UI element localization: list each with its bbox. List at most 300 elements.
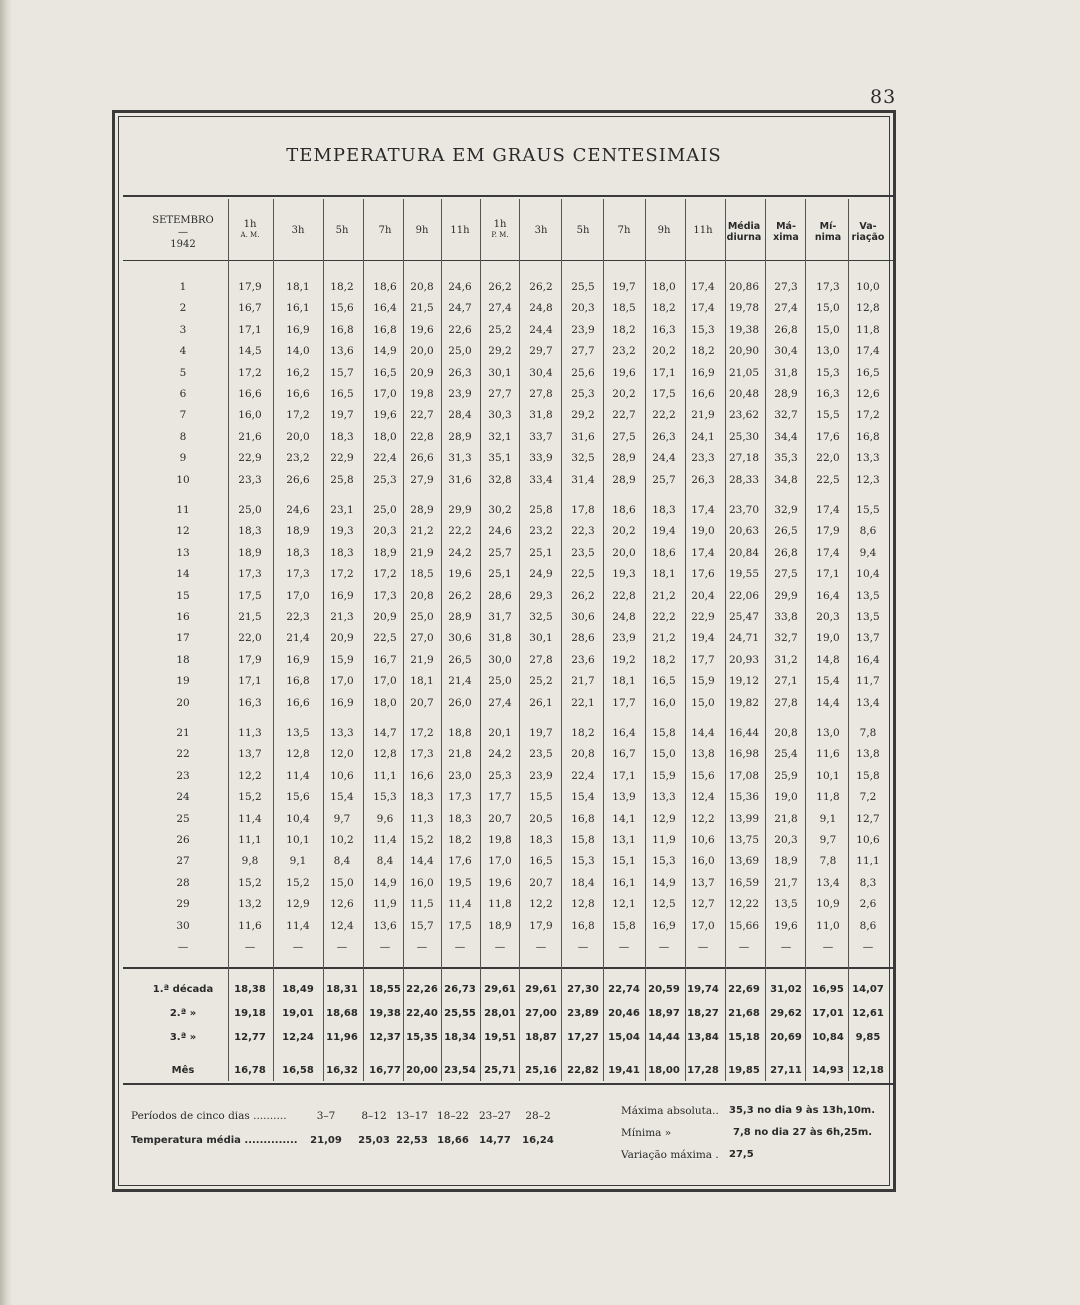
header-variacao-line: Va- bbox=[859, 221, 877, 232]
header-month: SETEMBRO bbox=[152, 215, 214, 226]
temperature-cell: 11,4 bbox=[238, 812, 262, 825]
temperature-cell: 28,33 bbox=[728, 473, 760, 486]
temperature-cell: 21,9 bbox=[691, 409, 715, 422]
temperature-cell: 31,6 bbox=[448, 473, 472, 486]
temperature-cell: 25,8 bbox=[529, 504, 553, 516]
temperature-cell: 19,4 bbox=[652, 525, 676, 538]
temperature-cell: 18,2 bbox=[612, 323, 636, 336]
decade-value: 18,49 bbox=[282, 984, 314, 995]
temperature-cell: 16,9 bbox=[652, 919, 676, 932]
temperature-cell: 18,1 bbox=[410, 675, 434, 688]
temperature-cell: — bbox=[697, 941, 709, 953]
temperature-cell: 20,63 bbox=[728, 525, 760, 538]
temperature-cell: 16,7 bbox=[373, 653, 397, 666]
day-number: 8 bbox=[179, 430, 187, 443]
temperature-cell: 28,9 bbox=[612, 473, 636, 486]
temperature-cell: 20,2 bbox=[612, 388, 636, 400]
temperature-cell: 25,7 bbox=[652, 473, 676, 486]
temperature-cell: 10,4 bbox=[856, 568, 880, 581]
temperature-cell: 27,3 bbox=[774, 281, 798, 293]
temperature-cell: 19,6 bbox=[410, 323, 434, 336]
temperature-cell: 25,4 bbox=[774, 748, 798, 761]
temperature-cell: 22,2 bbox=[652, 409, 676, 422]
temperature-cell: 17,7 bbox=[612, 696, 636, 709]
temperature-cell: 30,4 bbox=[529, 366, 553, 379]
header-variacao-line: riação bbox=[851, 232, 885, 243]
temperature-cell: 25,3 bbox=[488, 769, 512, 782]
temperature-cell: — bbox=[535, 941, 547, 953]
temperature-cell: 10,6 bbox=[330, 769, 354, 782]
temperature-cell: 16,3 bbox=[816, 388, 840, 400]
decade-value: 25,55 bbox=[444, 1008, 476, 1019]
period-temperature: 25,03 bbox=[358, 1135, 390, 1146]
temperature-cell: 19,0 bbox=[816, 632, 840, 645]
temperature-cell: 17,1 bbox=[652, 366, 676, 379]
temperature-cell: 17,7 bbox=[488, 791, 512, 804]
temperature-cell: 18,0 bbox=[373, 696, 397, 709]
temperature-cell: 12,7 bbox=[691, 898, 715, 911]
temperature-cell: 20,84 bbox=[728, 546, 760, 559]
table-title: TEMPERATURA EM GRAUS CENTESIMAIS bbox=[286, 145, 722, 166]
temperature-cell: 16,4 bbox=[373, 302, 397, 315]
temperature-cell: 17,4 bbox=[691, 281, 715, 293]
temperature-cell: 22,4 bbox=[571, 769, 595, 782]
temperature-cell: 17,5 bbox=[238, 589, 262, 602]
temperature-cell: 15,8 bbox=[612, 919, 636, 932]
temperature-cell: 12,9 bbox=[286, 898, 310, 911]
temperature-cell: 13,9 bbox=[612, 791, 636, 804]
temperature-cell: 16,8 bbox=[571, 919, 595, 932]
temperature-cell: 29,2 bbox=[488, 345, 512, 358]
temperature-cell: 25,0 bbox=[238, 504, 262, 516]
temperature-cell: 21,5 bbox=[238, 611, 262, 623]
header-maxima-line: xima bbox=[773, 232, 799, 243]
temperature-cell: 21,4 bbox=[286, 632, 310, 645]
temperature-cell: 21,2 bbox=[652, 632, 676, 645]
temperature-cell: 20,9 bbox=[410, 366, 434, 379]
temperature-cell: 22,5 bbox=[373, 632, 397, 645]
temperature-cell: 18,0 bbox=[373, 430, 397, 443]
temperature-cell: 26,0 bbox=[448, 696, 472, 709]
temperature-cell: 11,9 bbox=[652, 834, 676, 846]
temperature-cell: 8,4 bbox=[376, 855, 394, 868]
temperature-cell: 17,0 bbox=[691, 919, 715, 932]
temperature-cell: 17,2 bbox=[286, 409, 310, 422]
decade-value: 15,35 bbox=[406, 1032, 438, 1043]
temperature-cell: 20,48 bbox=[728, 388, 760, 400]
temperature-cell: 11,0 bbox=[816, 919, 840, 932]
header-hour bbox=[402, 225, 442, 236]
temperature-cell: 23,1 bbox=[330, 504, 354, 516]
temperature-cell: 15,5 bbox=[529, 791, 553, 804]
temperature-cell: 20,7 bbox=[488, 812, 512, 825]
month-value: 27,11 bbox=[770, 1065, 802, 1076]
temperature-cell: 14,0 bbox=[286, 345, 310, 358]
temperature-cell: 23,3 bbox=[238, 473, 262, 486]
temperature-cell: 15,7 bbox=[330, 366, 354, 379]
temperature-cell: 18,1 bbox=[652, 568, 676, 581]
decade-value: 23,89 bbox=[567, 1008, 599, 1019]
temperature-cell: — bbox=[336, 941, 348, 953]
decade-value: 12,37 bbox=[369, 1032, 401, 1043]
temperature-cell: 19,12 bbox=[728, 675, 760, 688]
variation-max-label: Variação máxima . bbox=[621, 1149, 719, 1161]
decade-value: 20,69 bbox=[770, 1032, 802, 1043]
temperature-cell: 18,3 bbox=[410, 791, 434, 804]
temperature-cell: 16,9 bbox=[691, 366, 715, 379]
temperature-cell: 20,0 bbox=[612, 546, 636, 559]
day-number: 28 bbox=[176, 876, 190, 889]
month-value: 16,32 bbox=[326, 1065, 358, 1076]
temperature-cell: 20,8 bbox=[571, 748, 595, 761]
temperature-cell: 25,3 bbox=[373, 473, 397, 486]
day-number: 3 bbox=[179, 323, 187, 336]
temperature-cell: 12,9 bbox=[652, 812, 676, 825]
temperature-cell: 18,2 bbox=[330, 281, 354, 293]
temperature-cell: 20,8 bbox=[410, 589, 434, 602]
period-range: 23–27 bbox=[479, 1110, 511, 1122]
decade-value: 20,59 bbox=[648, 984, 680, 995]
temperature-cell: 25,1 bbox=[529, 546, 553, 559]
temperature-cell: 19,6 bbox=[774, 919, 798, 932]
temperature-cell: 15,0 bbox=[816, 302, 840, 315]
temperature-cell: 16,98 bbox=[728, 748, 760, 761]
temperature-cell: 27,8 bbox=[529, 653, 553, 666]
temperature-cell: 20,7 bbox=[410, 696, 434, 709]
temperature-cell: 8,6 bbox=[859, 919, 877, 932]
temperature-cell: 19,3 bbox=[612, 568, 636, 581]
temperature-cell: 17,2 bbox=[238, 366, 262, 379]
header-minima-line: Mí- bbox=[819, 221, 837, 232]
temperature-cell: 17,9 bbox=[238, 653, 262, 666]
temperature-cell: 11,3 bbox=[410, 812, 434, 825]
temperature-cell: 16,7 bbox=[238, 302, 262, 315]
temperature-cell: 25,8 bbox=[330, 473, 354, 486]
temperature-cell: 14,7 bbox=[373, 727, 397, 739]
temperature-cell: 30,6 bbox=[448, 632, 472, 645]
temperature-cell: 12,1 bbox=[612, 898, 636, 911]
period-temperature: 22,53 bbox=[396, 1135, 428, 1146]
temperature-cell: 23,9 bbox=[612, 632, 636, 645]
temperature-cell: 12,4 bbox=[330, 919, 354, 932]
temperature-cell: 19,82 bbox=[728, 696, 760, 709]
temperature-cell: 24,4 bbox=[652, 452, 676, 465]
temperature-cell: 15,6 bbox=[691, 769, 715, 782]
temperature-cell: 16,5 bbox=[330, 388, 354, 400]
temperature-cell: 14,9 bbox=[373, 876, 397, 889]
temperature-cell: 30,4 bbox=[774, 345, 798, 358]
temperature-cell: 18,3 bbox=[529, 834, 553, 846]
temperature-cell: 16,8 bbox=[286, 675, 310, 688]
temperature-cell: 16,44 bbox=[728, 727, 760, 739]
temperature-cell: 19,7 bbox=[529, 727, 553, 739]
temperature-cell: 27,8 bbox=[529, 388, 553, 400]
day-number: 14 bbox=[176, 568, 190, 581]
temperature-cell: 17,3 bbox=[373, 589, 397, 602]
temperature-cell: 16,4 bbox=[856, 653, 880, 666]
temperature-cell: 19,7 bbox=[612, 281, 636, 293]
temperature-cell: 16,1 bbox=[612, 876, 636, 889]
temperature-cell: 30,2 bbox=[488, 504, 512, 516]
table-frame-inner bbox=[118, 116, 890, 1186]
temperature-cell: 18,6 bbox=[373, 281, 397, 293]
day-number: 4 bbox=[179, 345, 187, 358]
decade-value: 12,77 bbox=[234, 1032, 266, 1043]
day-number: — bbox=[177, 941, 189, 953]
temperature-cell: 26,3 bbox=[448, 366, 472, 379]
temperature-cell: 8,4 bbox=[333, 855, 351, 868]
header-hour-label: 9h bbox=[657, 225, 671, 236]
month-value: 20,00 bbox=[406, 1065, 438, 1076]
temperature-cell: 17,0 bbox=[373, 388, 397, 400]
header-hour-label: 5h bbox=[335, 225, 349, 236]
temperature-cell: 23,0 bbox=[448, 769, 472, 782]
temperature-cell: 30,0 bbox=[488, 653, 512, 666]
temperature-cell: 20,2 bbox=[652, 345, 676, 358]
temperature-cell: 31,6 bbox=[571, 430, 595, 443]
temperature-cell: 10,9 bbox=[816, 898, 840, 911]
temperature-cell: 17,4 bbox=[816, 504, 840, 516]
temperature-cell: 11,8 bbox=[856, 323, 880, 336]
temperature-cell: 20,9 bbox=[330, 632, 354, 645]
temperature-cell: 23,2 bbox=[529, 525, 553, 538]
period-range: 18–22 bbox=[437, 1110, 469, 1122]
temperature-cell: 9,4 bbox=[859, 546, 877, 559]
temperature-cell: 23,5 bbox=[529, 748, 553, 761]
temperature-cell: 7,2 bbox=[859, 791, 877, 804]
temperature-cell: 11,9 bbox=[373, 898, 397, 911]
temperature-cell: 22,3 bbox=[286, 611, 310, 623]
column-rule bbox=[363, 199, 364, 1081]
decade-value: 12,24 bbox=[282, 1032, 314, 1043]
temperature-cell: 27,1 bbox=[774, 675, 798, 688]
temperature-cell: 25,0 bbox=[373, 504, 397, 516]
temperature-cell: 21,4 bbox=[448, 675, 472, 688]
temperature-cell: 12,2 bbox=[238, 769, 262, 782]
temperature-cell: 17,3 bbox=[816, 281, 840, 293]
temperature-cell: — bbox=[658, 941, 670, 953]
temperature-cell: 15,0 bbox=[330, 876, 354, 889]
temperature-cell: 11,4 bbox=[448, 898, 472, 911]
column-rule bbox=[228, 199, 229, 1081]
temperature-cell: 11,6 bbox=[238, 919, 262, 932]
temperature-cell: 20,8 bbox=[774, 727, 798, 739]
day-number: 16 bbox=[176, 611, 190, 623]
temperature-cell: 28,6 bbox=[488, 589, 512, 602]
temperature-cell: 12,8 bbox=[856, 302, 880, 315]
temperature-cell: 27,18 bbox=[728, 452, 760, 465]
temperature-cell: 32,7 bbox=[774, 409, 798, 422]
day-number: 9 bbox=[179, 452, 187, 465]
temperature-cell: 13,6 bbox=[330, 345, 354, 358]
day-number: 18 bbox=[176, 653, 190, 666]
day-number: 19 bbox=[176, 675, 190, 688]
temperature-cell: 19,5 bbox=[448, 876, 472, 889]
temperature-cell: 19,78 bbox=[728, 302, 760, 315]
temperature-cell: 31,8 bbox=[529, 409, 553, 422]
day-number: 17 bbox=[176, 632, 190, 645]
temperature-cell: 24,2 bbox=[448, 546, 472, 559]
temperature-cell: 20,3 bbox=[774, 834, 798, 846]
temperature-cell: 21,9 bbox=[410, 546, 434, 559]
temperature-cell: 17,2 bbox=[856, 409, 880, 422]
temperature-cell: 35,1 bbox=[488, 452, 512, 465]
temperature-cell: 17,9 bbox=[529, 919, 553, 932]
temperature-cell: 24,8 bbox=[612, 611, 636, 623]
header-hour bbox=[278, 225, 318, 236]
temperature-cell: — bbox=[244, 941, 256, 953]
temperature-cell: 30,1 bbox=[488, 366, 512, 379]
header-maxima-line: Má- bbox=[776, 221, 796, 232]
temperature-cell: 11,4 bbox=[373, 834, 397, 846]
temperature-cell: 23,2 bbox=[286, 452, 310, 465]
month-value: 17,28 bbox=[687, 1065, 719, 1076]
temperature-cell: 17,08 bbox=[728, 769, 760, 782]
temperature-cell: 16,8 bbox=[330, 323, 354, 336]
temperature-cell: 21,8 bbox=[774, 812, 798, 825]
temperature-cell: 15,3 bbox=[652, 855, 676, 868]
header-hour-label: 5h bbox=[576, 225, 590, 236]
temperature-cell: — bbox=[416, 941, 428, 953]
temperature-cell: 27,5 bbox=[774, 568, 798, 581]
day-number: 10 bbox=[176, 473, 190, 486]
temperature-cell: 11,7 bbox=[856, 675, 880, 688]
temperature-cell: 27,9 bbox=[410, 473, 434, 486]
header-hour-label: 1h bbox=[243, 219, 257, 230]
temperature-cell: 15,3 bbox=[571, 855, 595, 868]
temperature-cell: 13,0 bbox=[816, 345, 840, 358]
temperature-cell: 16,0 bbox=[691, 855, 715, 868]
temperature-cell: 11,3 bbox=[238, 727, 262, 739]
month-value: 22,82 bbox=[567, 1065, 599, 1076]
temperature-cell: 20,93 bbox=[728, 653, 760, 666]
temperature-cell: 11,1 bbox=[856, 855, 880, 868]
month-value: 18,00 bbox=[648, 1065, 680, 1076]
temperature-cell: 18,8 bbox=[448, 727, 472, 739]
decade-value: 27,30 bbox=[567, 984, 599, 995]
temperature-cell: 14,1 bbox=[612, 812, 636, 825]
temperature-cell: 19,8 bbox=[488, 834, 512, 846]
temperature-cell: 24,6 bbox=[488, 525, 512, 538]
temperature-cell: 16,6 bbox=[286, 388, 310, 400]
temperature-cell: 15,7 bbox=[410, 919, 434, 932]
table-frame bbox=[112, 110, 896, 1192]
temperature-cell: 14,9 bbox=[373, 345, 397, 358]
temperature-cell: 32,8 bbox=[488, 473, 512, 486]
temperature-cell: 16,4 bbox=[612, 727, 636, 739]
day-number: 2 bbox=[179, 302, 187, 315]
temperature-cell: 22,5 bbox=[571, 568, 595, 581]
variation-max-value: 27,5 bbox=[729, 1149, 754, 1160]
temperature-cell: 16,3 bbox=[238, 696, 262, 709]
temperature-cell: 12,3 bbox=[856, 473, 880, 486]
temperature-cell: 18,2 bbox=[691, 345, 715, 358]
temperature-cell: 21,05 bbox=[728, 366, 760, 379]
temperature-cell: 12,7 bbox=[856, 812, 880, 825]
temperature-cell: 20,3 bbox=[373, 525, 397, 538]
min-absolute-label: Mínima » bbox=[621, 1127, 672, 1139]
temperature-cell: 17,2 bbox=[410, 727, 434, 739]
temperature-cell: 26,3 bbox=[652, 430, 676, 443]
day-number: 26 bbox=[176, 834, 190, 846]
decade-value: 22,74 bbox=[608, 984, 640, 995]
temperature-cell: 20,0 bbox=[410, 345, 434, 358]
temperature-cell: 23,9 bbox=[571, 323, 595, 336]
temperature-cell: 15,9 bbox=[691, 675, 715, 688]
temperature-cell: 32,5 bbox=[571, 452, 595, 465]
temperature-cell: 15,0 bbox=[816, 323, 840, 336]
temperature-cell: 15,9 bbox=[652, 769, 676, 782]
temperature-cell: 15,5 bbox=[856, 504, 880, 516]
temperature-cell: 28,9 bbox=[774, 388, 798, 400]
header-minima-line: nima bbox=[814, 232, 842, 243]
temperature-cell: 16,2 bbox=[286, 366, 310, 379]
temperature-cell: 16,59 bbox=[728, 876, 760, 889]
temperature-cell: 23,2 bbox=[612, 345, 636, 358]
temperature-cell: 13,8 bbox=[691, 748, 715, 761]
temperature-cell: 22,7 bbox=[410, 409, 434, 422]
period-temperature: 21,09 bbox=[310, 1135, 342, 1146]
temperature-cell: 17,0 bbox=[286, 589, 310, 602]
temperature-cell: 22,3 bbox=[571, 525, 595, 538]
temperature-cell: 13,7 bbox=[691, 876, 715, 889]
temperature-cell: 22,4 bbox=[373, 452, 397, 465]
header-media-diurna-line: Média bbox=[727, 221, 761, 232]
temperature-cell: — bbox=[618, 941, 630, 953]
temperature-cell: 15,3 bbox=[691, 323, 715, 336]
day-number: 13 bbox=[176, 546, 190, 559]
temperature-cell: 26,2 bbox=[488, 281, 512, 293]
temperature-cell: 22,0 bbox=[238, 632, 262, 645]
temperature-cell: 15,36 bbox=[728, 791, 760, 804]
temperature-cell: 17,6 bbox=[816, 430, 840, 443]
temperature-cell: 29,2 bbox=[571, 409, 595, 422]
temperature-cell: 27,4 bbox=[488, 302, 512, 315]
temperature-cell: 18,3 bbox=[286, 546, 310, 559]
temperature-cell: 34,8 bbox=[774, 473, 798, 486]
temperature-cell: 15,2 bbox=[238, 876, 262, 889]
temperature-cell: 26,2 bbox=[448, 589, 472, 602]
temperature-cell: 29,9 bbox=[448, 504, 472, 516]
temperature-cell: 24,71 bbox=[728, 632, 760, 645]
temperature-cell: 15,3 bbox=[373, 791, 397, 804]
temperature-cell: 12,0 bbox=[330, 748, 354, 761]
decade-value: 17,27 bbox=[567, 1032, 599, 1043]
temperature-cell: 13,3 bbox=[856, 452, 880, 465]
temperature-cell: 13,69 bbox=[728, 855, 760, 868]
temperature-cell: 10,6 bbox=[856, 834, 880, 846]
temperature-cell: 17,5 bbox=[652, 388, 676, 400]
temperature-cell: 16,6 bbox=[410, 769, 434, 782]
decade-value: 9,85 bbox=[855, 1032, 881, 1043]
temperature-cell: 13,4 bbox=[856, 696, 880, 709]
temperature-cell: 2,6 bbox=[859, 898, 877, 911]
decade-value: 19,18 bbox=[234, 1008, 266, 1019]
month-value: 12,18 bbox=[852, 1065, 884, 1076]
temperature-cell: 10,4 bbox=[286, 812, 310, 825]
temperature-cell: 21,9 bbox=[410, 653, 434, 666]
temperature-cell: 15,2 bbox=[286, 876, 310, 889]
temperature-cell: 9,6 bbox=[376, 812, 394, 825]
temperature-cell: 17,0 bbox=[373, 675, 397, 688]
temperature-cell: 13,4 bbox=[816, 876, 840, 889]
temperature-cell: 16,5 bbox=[529, 855, 553, 868]
temperature-cell: 22,5 bbox=[816, 473, 840, 486]
decade-value: 28,01 bbox=[484, 1008, 516, 1019]
day-number: 5 bbox=[179, 366, 187, 379]
header-hour-label: 7h bbox=[617, 225, 631, 236]
decade-value: 18,31 bbox=[326, 984, 358, 995]
